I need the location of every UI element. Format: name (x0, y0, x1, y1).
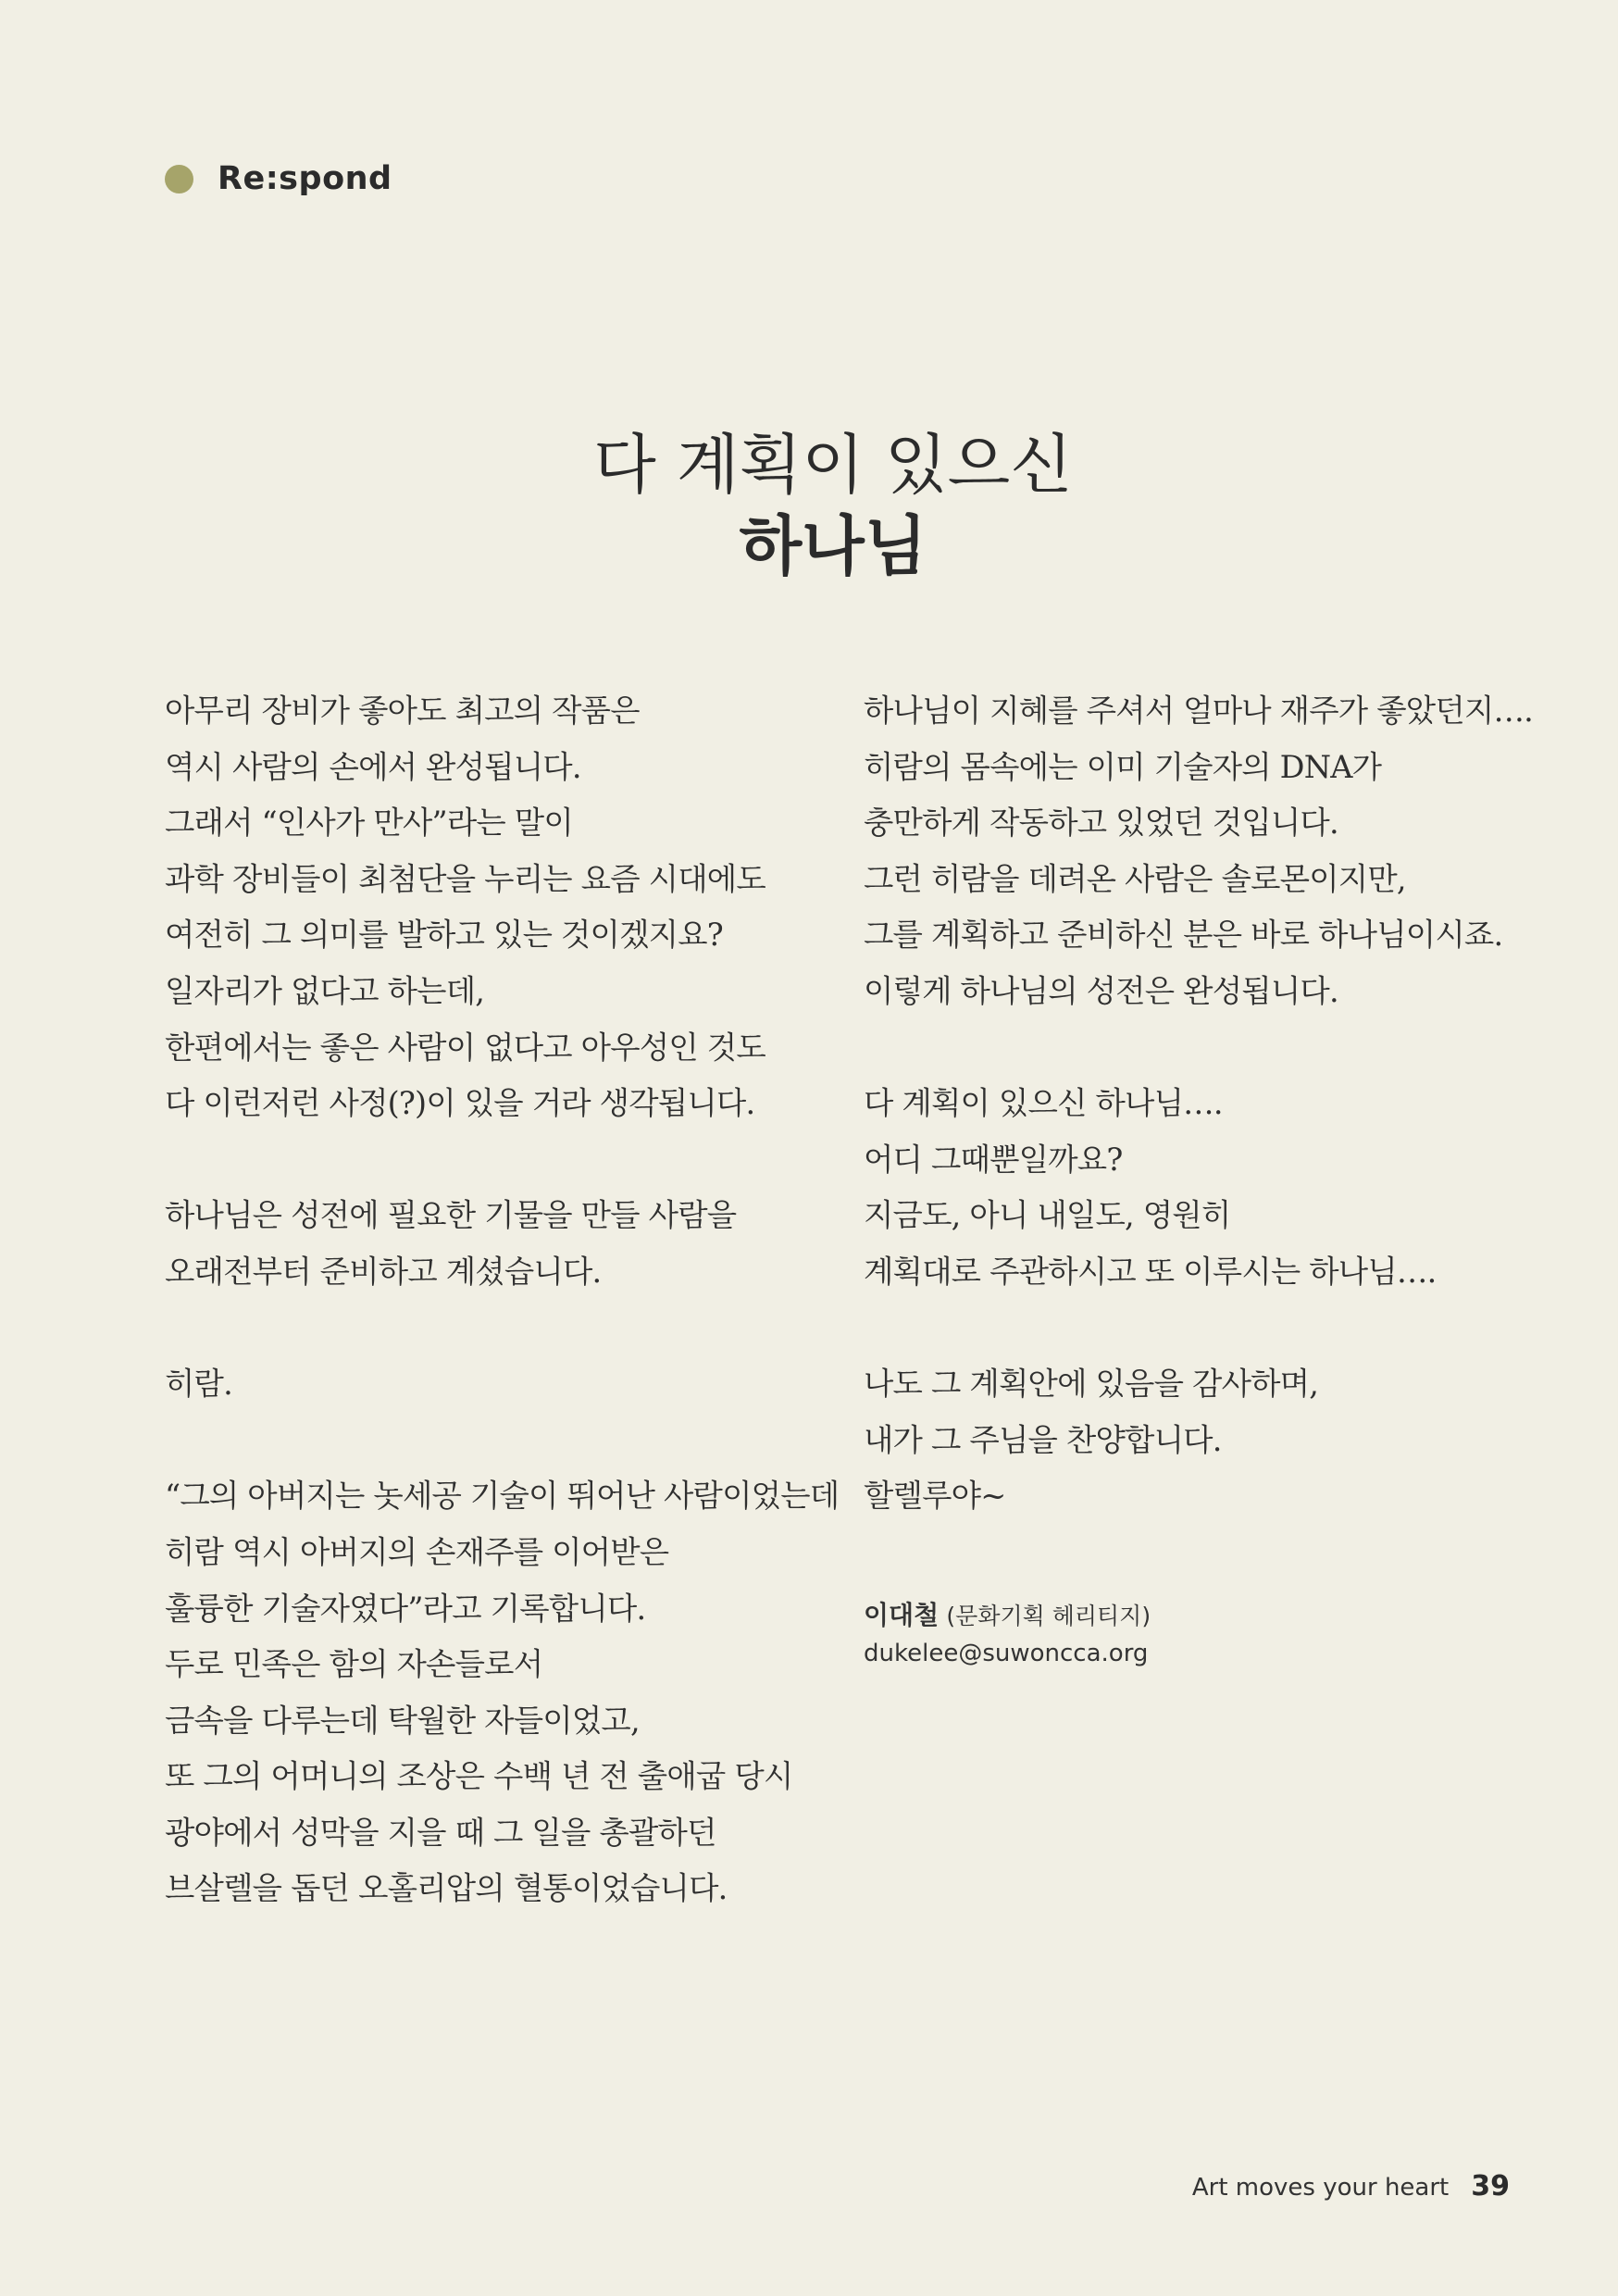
body-line: “그의 아버지는 놋세공 기술이 뛰어난 사람이었는데 (165, 1478, 840, 1515)
paragraph-gap (165, 1413, 839, 1469)
body-line: 내가 그 주님을 찬양합니다. (864, 1421, 1222, 1458)
page-number: 39 (1471, 2170, 1510, 2202)
author-name: 이대철 (864, 1600, 940, 1630)
body-line: 할렐루야~ (864, 1478, 1006, 1515)
article-title (0, 424, 1618, 587)
title-line-1: 다 계획이 있으신 (593, 427, 1073, 503)
body-line: 아무리 장비가 좋아도 최고의 작품은 (165, 693, 640, 729)
paragraph-gap (165, 1301, 839, 1357)
body-line: 그런 히람을 데려온 사람은 솔로몬이지만, (864, 860, 1406, 897)
body-line: 나도 그 계획안에 있음을 감사하며, (864, 1366, 1319, 1403)
paragraph-gap (165, 1132, 839, 1189)
body-line: 여전히 그 의미를 발하고 있는 것이겠지요? (165, 917, 723, 954)
body-line: 브살렐을 돕던 오홀리압의 혈통이었습니다. (165, 1870, 728, 1907)
body-line: 또 그의 어머니의 조상은 수백 년 전 출애굽 당시 (165, 1758, 793, 1795)
title-line-2: 하나님 (739, 507, 927, 584)
body-line: 다 이런저런 사정(?)이 있을 거라 생각됩니다. (165, 1085, 755, 1122)
body-line: 충만하게 작동하고 있었던 것입니다. (864, 805, 1338, 842)
paragraph-gap (864, 1301, 1533, 1357)
body-line: 계획대로 주관하시고 또 이루시는 하나님…. (864, 1253, 1437, 1290)
footer-tagline: Art moves your heart (1191, 2174, 1450, 2202)
section-tag (165, 156, 392, 202)
body-line: 히람. (165, 1366, 232, 1403)
body-line: 일자리가 없다고 하는데, (165, 972, 485, 1009)
body-line: 오래전부터 준비하고 계셨습니다. (165, 1253, 602, 1290)
body-line: 금속을 다루는데 탁월한 자들이었고, (165, 1702, 640, 1739)
body-line: 지금도, 아니 내일도, 영원히 (864, 1197, 1231, 1234)
author-credit (864, 1597, 1151, 1672)
paragraph-gap (864, 1020, 1533, 1077)
body-line: 그를 계획하고 준비하신 분은 바로 하나님이시죠. (864, 917, 1503, 954)
body-line: 역시 사람의 손에서 완성됩니다. (165, 748, 581, 785)
section-label: Re:spond (218, 160, 392, 197)
page-footer (1192, 2170, 1510, 2202)
body-line: 훌륭한 기술자였다”라고 기록합니다. (165, 1590, 646, 1627)
body-line: 이렇게 하나님의 성전은 완성됩니다. (864, 972, 1338, 1009)
body-line: 하나님이 지혜를 주셔서 얼마나 재주가 좋았던지…. (864, 693, 1534, 729)
section-dot-icon (165, 165, 193, 193)
body-line: 어디 그때뿐일까요? (864, 1141, 1123, 1178)
body-line: 히람의 몸속에는 이미 기술자의 DNA가 (864, 748, 1382, 785)
body-line: 두로 민족은 함의 자손들로서 (165, 1646, 543, 1683)
author-affiliation: (문화기획 헤리티지) (946, 1603, 1151, 1629)
body-line: 그래서 “인사가 만사”라는 말이 (165, 805, 573, 842)
author-email: dukelee@suwoncca.org (864, 1640, 1149, 1667)
right-column-body (864, 683, 1533, 1525)
body-line: 다 계획이 있으신 하나님…. (864, 1085, 1223, 1122)
body-line: 한편에서는 좋은 사람이 없다고 아우성인 것도 (165, 1029, 765, 1066)
body-line: 하나님은 성전에 필요한 기물을 만들 사람을 (165, 1197, 737, 1234)
left-column-body (165, 683, 839, 1917)
body-line: 과학 장비들이 최첨단을 누리는 요즘 시대에도 (165, 860, 765, 897)
body-line: 히람 역시 아버지의 손재주를 이어받은 (165, 1533, 669, 1570)
body-line: 광야에서 성막을 지을 때 그 일을 총괄하던 (165, 1814, 716, 1851)
